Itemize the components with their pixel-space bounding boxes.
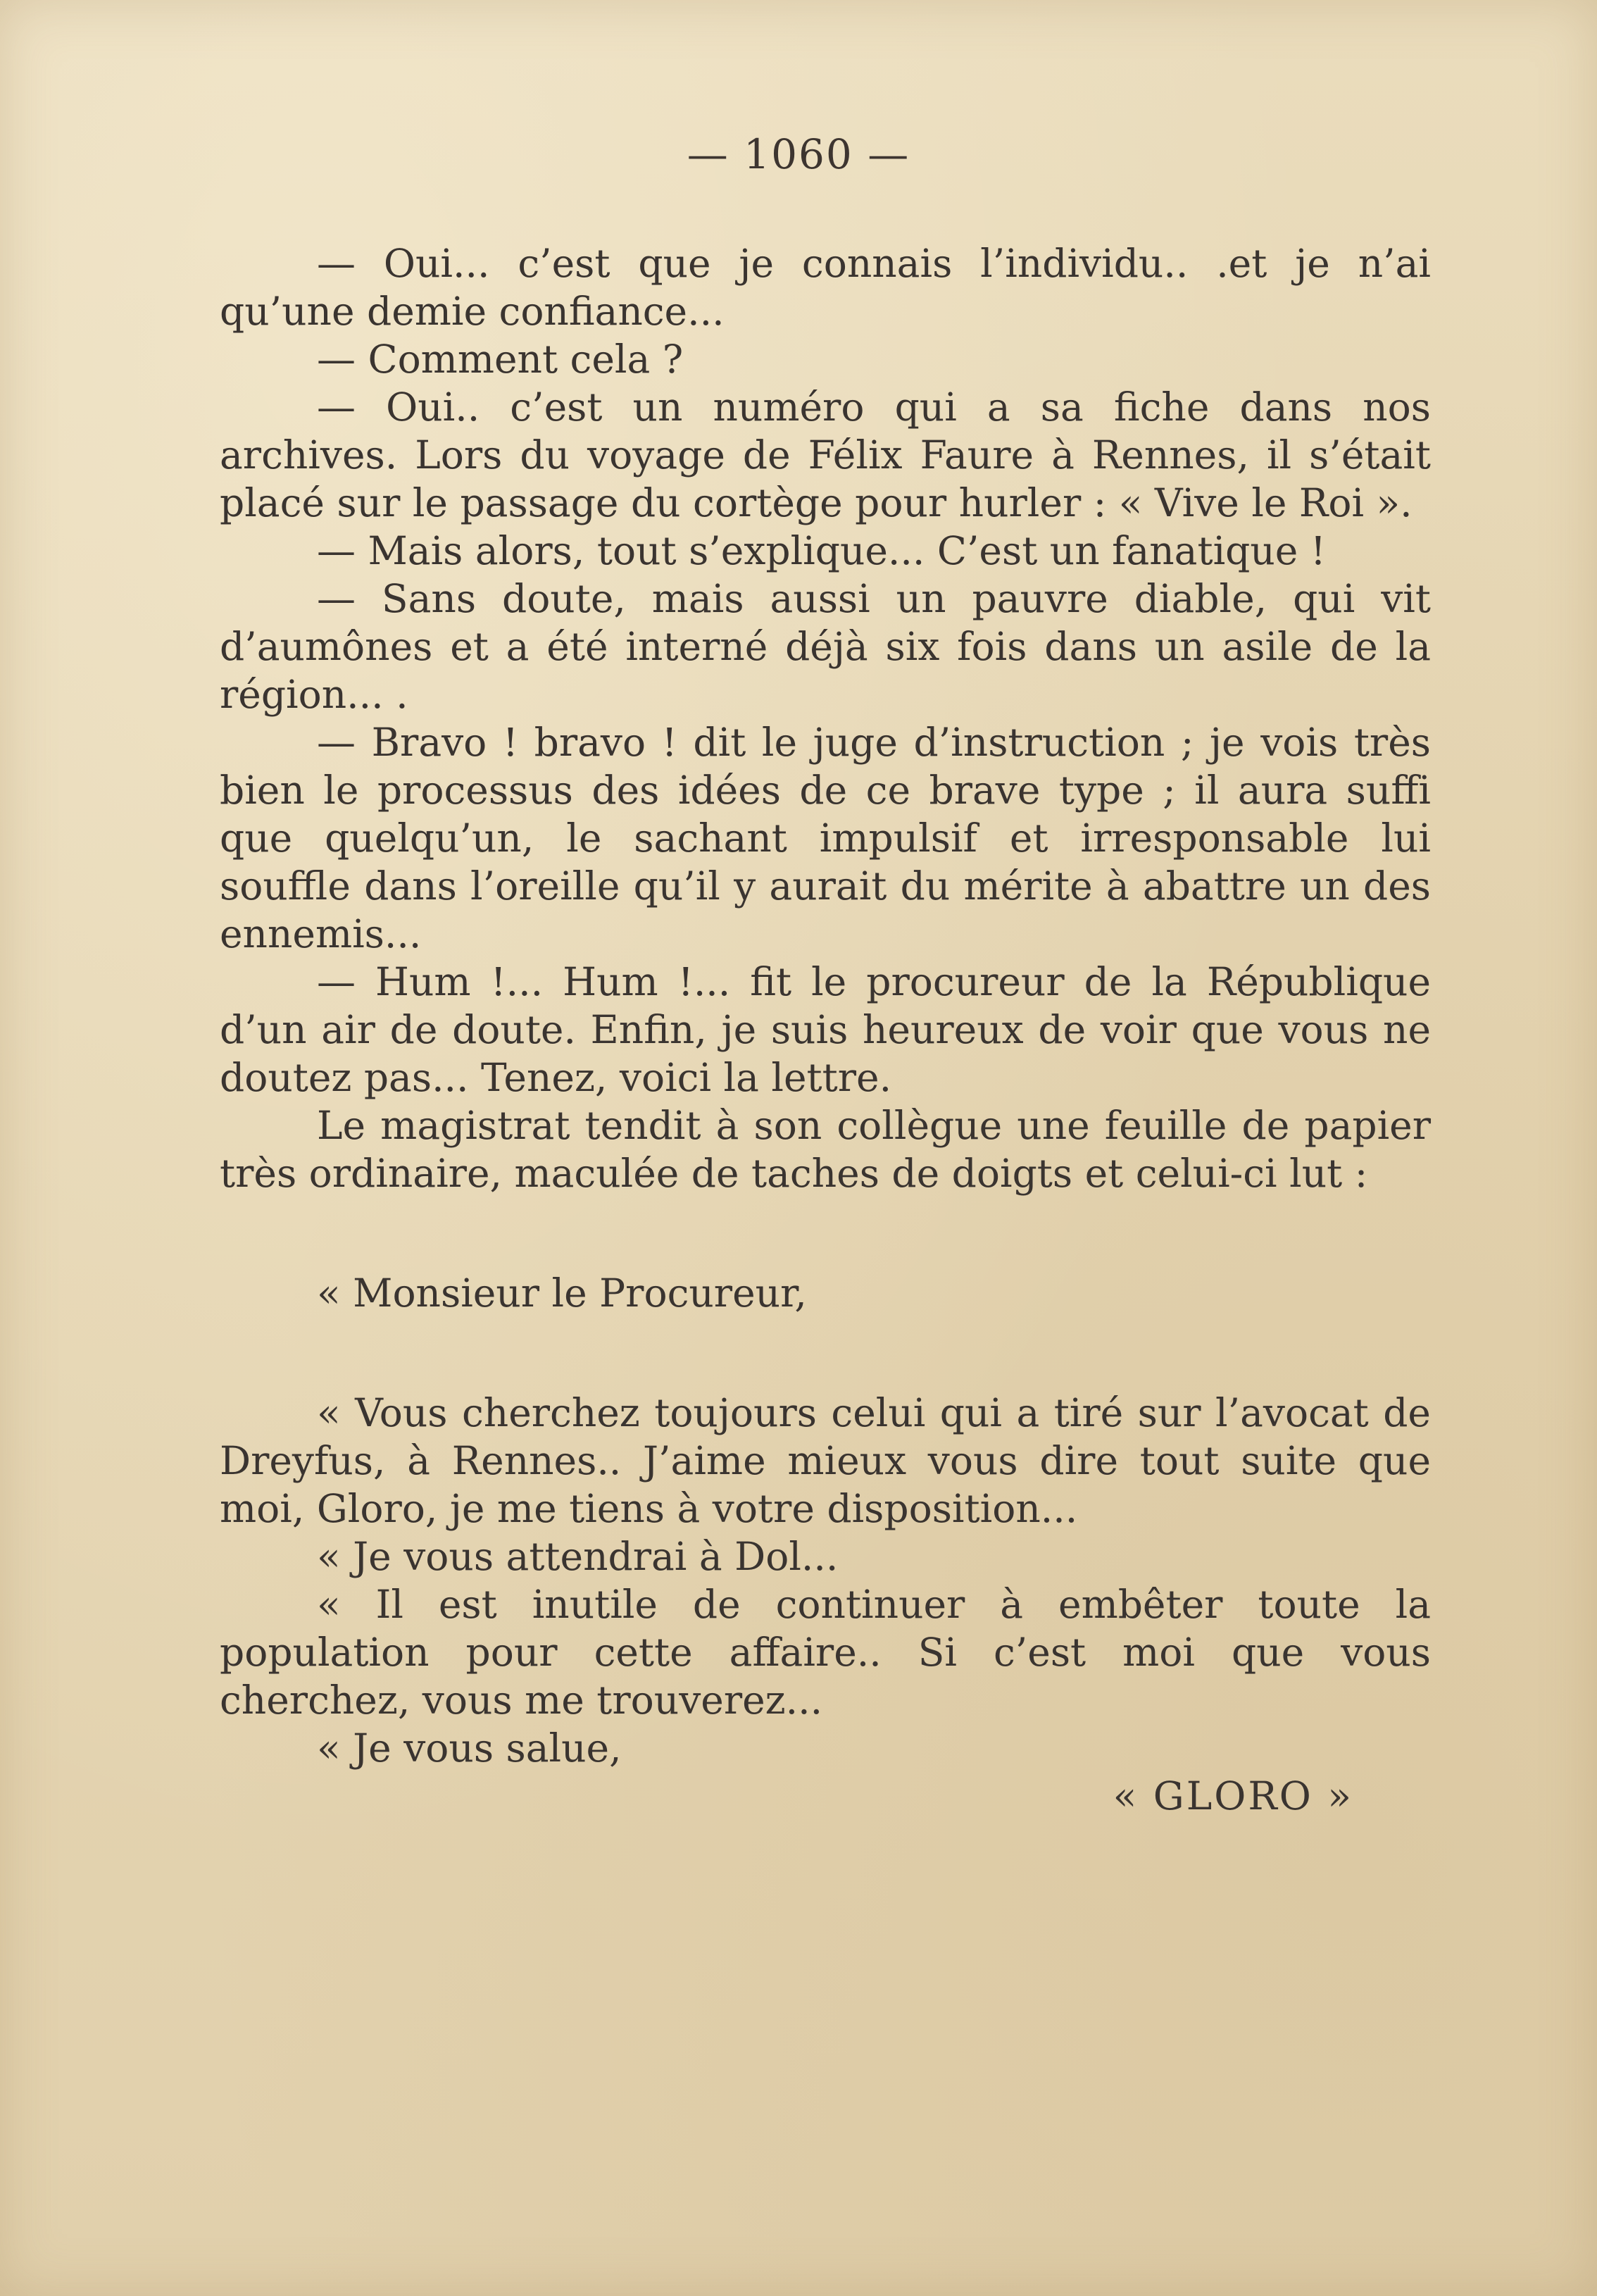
letter-salutation: « Monsieur le Procureur,	[317, 1271, 807, 1316]
letter-signature: « GLORO »	[1113, 1773, 1353, 1818]
paragraph: — Mais alors, tout s’explique... C’est un fanatique !	[317, 528, 1326, 573]
letter-spacer	[220, 1317, 1431, 1389]
paragraph: — Oui... c’est que je connais l’individu.. .et je n’ai qu’une demie confiance...	[220, 241, 1431, 334]
page-body	[220, 239, 1431, 1820]
paragraph: — Comment cela ?	[317, 337, 684, 382]
paragraph: — Bravo ! bravo ! dit le juge d’instruction ; je vois très bien le processus des idées de ce brave type ; il aura suffi que quelqu’un, le sachant impulsif et irresponsable lui souffle dans l’oreille qu’il y aurait du mérite à abattre un des ennemis...	[220, 720, 1431, 956]
paragraph: — Hum !... Hum !... fit le procureur de la République d’un air de doute. Enfin, je suis heureux de voir que vous ne doutez pas... Tenez, voici la lettre.	[220, 959, 1431, 1100]
paragraph: — Sans doute, mais aussi un pauvre diable, qui vit d’aumônes et a été interné déjà six fois dans un asile de la région... .	[220, 576, 1431, 717]
paragraph: — Oui.. c’est un numéro qui a sa fiche dans nos archives. Lors du voyage de Félix Faure à Rennes, il s’était placé sur le passage du cortège pour hurler : « Vive le Roi ».	[220, 385, 1431, 525]
letter-paragraph: « Il est inutile de continuer à embêter toute la population pour cette affaire.. Si c’est moi que vous cherchez, vous me trouverez...	[220, 1582, 1431, 1723]
letter-paragraph: « Vous cherchez toujours celui qui a tiré sur l’avocat de Dreyfus, à Rennes.. J’aime mieux vous dire tout suite que moi, Gloro, je me tiens à votre disposition...	[220, 1390, 1431, 1531]
paragraph: Le magistrat tendit à son collègue une feuille de papier très ordinaire, maculée de taches de doigts et celui-ci lut :	[220, 1103, 1431, 1196]
letter-paragraph: « Je vous salue,	[317, 1726, 622, 1771]
letter-paragraph: « Je vous attendrai à Dol...	[317, 1534, 839, 1579]
page-number: — 1060 —	[687, 130, 910, 178]
letter-spacer	[220, 1197, 1431, 1269]
